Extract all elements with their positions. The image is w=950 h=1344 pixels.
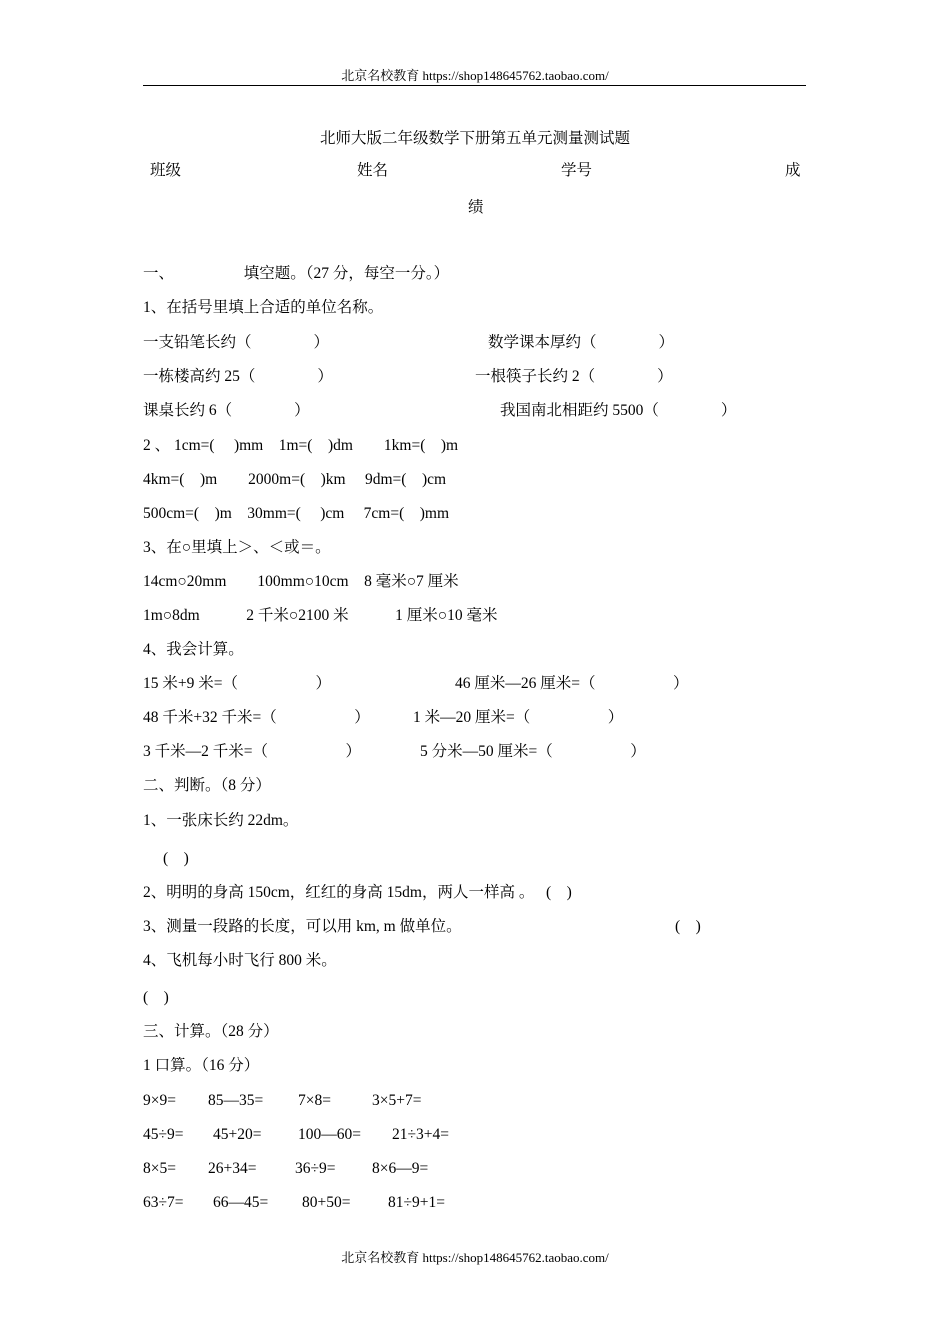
score-label-part2: 绩 — [468, 199, 484, 216]
calc-item: 3×5+7= — [372, 1092, 422, 1109]
calc-item: 66—45= — [213, 1194, 269, 1211]
q1-title: 1、在括号里填上合适的单位名称。 — [143, 299, 384, 316]
q2-line: 2 、 1cm=( )mm 1m=( )dm 1km=( )m — [143, 437, 459, 454]
q4-item: 1 米—20 厘米=（ ） — [413, 709, 624, 726]
q1-item: 数学课本厚约（ ） — [488, 334, 675, 351]
calc-item: 21÷3+4= — [392, 1126, 449, 1143]
q4-item: 15 米+9 米=（ ） — [143, 675, 331, 692]
judge-q4: 4、飞机每小时飞行 800 米。 — [143, 952, 337, 969]
q1-item: 我国南北相距约 5500（ ） — [500, 402, 737, 419]
section1-title: 一、 填空题。（27 分，每空一分。） — [143, 265, 450, 282]
calc-item: 85—35= — [208, 1092, 264, 1109]
page-header: 北京名校教育 https://shop148645762.taobao.com/ — [341, 68, 609, 83]
q3-title: 3、在○里填上＞、＜或＝。 — [143, 539, 331, 556]
q1-item: 课桌长约 6（ ） — [143, 402, 310, 419]
section3-title: 三、计算。（28 分） — [143, 1023, 279, 1040]
q1-item: 一支铅笔长约（ ） — [143, 334, 330, 351]
calc-item: 9×9= — [143, 1092, 176, 1109]
q3-line: 14cm○20mm 100mm○10cm 8 毫米○7 厘米 — [143, 573, 459, 590]
q2-line: 500cm=( )m 30mm=( )cm 7cm=( )mm — [143, 505, 450, 522]
page-footer: 北京名校教育 https://shop148645762.taobao.com/ — [341, 1250, 609, 1265]
calc-item: 8×5= — [143, 1160, 176, 1177]
q4-title: 4、我会计算。 — [143, 641, 244, 658]
number-label: 学号 — [561, 162, 593, 179]
judge-q3: 3、测量一段路的长度，可以用 km, m 做单位。 — [143, 918, 462, 935]
judge-q3-answer: ( ) — [675, 918, 701, 935]
section2-title: 二、判断。（8 分） — [143, 777, 271, 794]
calc-item: 45÷9= — [143, 1126, 184, 1143]
calc-item: 8×6—9= — [372, 1160, 429, 1177]
q1-item: 一根筷子长约 2（ ） — [475, 368, 673, 385]
calc-item: 81÷9+1= — [388, 1194, 445, 1211]
calc-item: 63÷7= — [143, 1194, 184, 1211]
q4-item: 5 分米—50 厘米=（ ） — [420, 743, 646, 760]
q2-line: 4km=( )m 2000m=( )km 9dm=( )cm — [143, 471, 447, 488]
calc-item: 36÷9= — [295, 1160, 336, 1177]
mental-calc-title: 1 口算。（16 分） — [143, 1057, 260, 1074]
calc-item: 100—60= — [298, 1126, 361, 1143]
header-rule — [143, 85, 806, 86]
score-label-part1: 成 — [785, 162, 801, 179]
class-label: 班级 — [150, 162, 182, 179]
q4-item: 46 厘米—26 厘米=（ ） — [455, 675, 689, 692]
calc-item: 26+34= — [208, 1160, 257, 1177]
judge-q1-answer: ( ) — [163, 850, 189, 867]
page-title: 北师大版二年级数学下册第五单元测量测试题 — [319, 130, 630, 147]
q4-item: 3 千米—2 千米=（ ） — [143, 743, 361, 760]
calc-item: 45+20= — [213, 1126, 262, 1143]
calc-item: 7×8= — [298, 1092, 331, 1109]
judge-q4-answer: ( ) — [143, 989, 169, 1006]
judge-q2: 2、明明的身高 150cm，红红的身高 15dm，两人一样高 。 ( ) — [143, 884, 572, 901]
q4-item: 48 千米+32 千米=（ ） — [143, 709, 370, 726]
q1-item: 一栋楼高约 25（ ） — [143, 368, 333, 385]
q3-line: 1m○8dm 2 千米○2100 米 1 厘米○10 毫米 — [143, 607, 498, 624]
name-label: 姓名 — [357, 162, 389, 179]
judge-q1: 1、一张床长约 22dm。 — [143, 812, 299, 829]
calc-item: 80+50= — [302, 1194, 351, 1211]
